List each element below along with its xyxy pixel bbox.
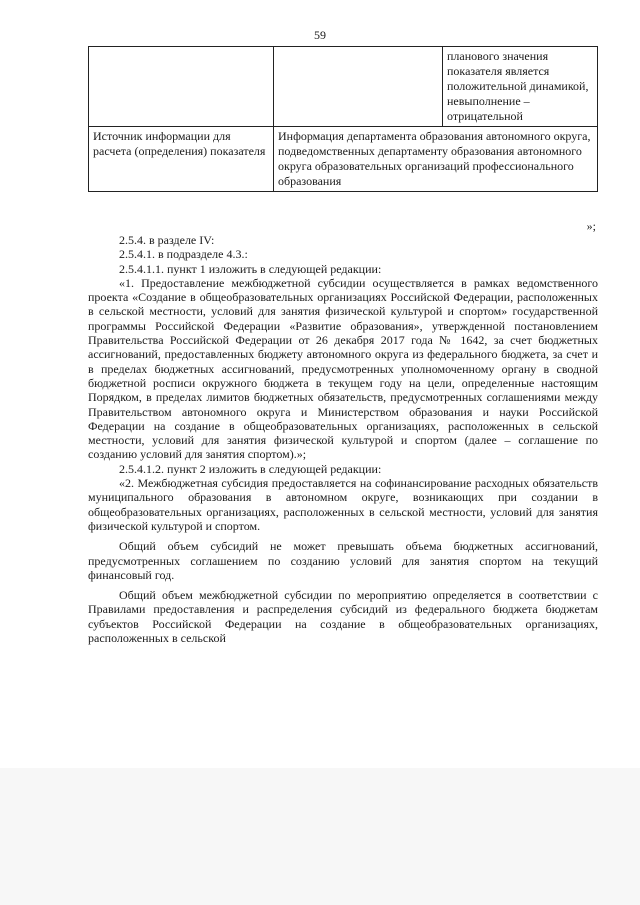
document-body [88, 233, 598, 645]
paragraph: Общий объем межбюджетной субсидии по мероприятию определяется в соответствии с Правилами предоставления и распределения субсидий из федерального бюджета бюджетам субъектов Российской Федерации на создание в общеобразовательных организациях, расположенных в сельской [88, 588, 598, 646]
info-table [88, 46, 598, 192]
paragraph: 2.5.4. в разделе IV: [119, 233, 215, 247]
table-cell-label: Источник информации для расчета (определения) показателя [89, 127, 274, 192]
paragraph: «1. Предоставление межбюджетной субсидии осуществляется в рамках ведомственного проекта «Создание в общеобразовательных организациях Российской Федерации, расположенных в сельской местности, условий для занятия физической культурой и спортом» государственной программы Российской Федерации «Развитие образования», утвержденной постановлением Правительства Российской Федерации от 26 декабря 2017 года № 1642, за счет бюджетных ассигнований, предоставленных бюджету автономного округа из федерального бюджета, за счет и в пределах бюджетных ассигнований, предусмотренных уполномоченному органу в сводной бюджетной росписи окружного бюджета в текущем году на цели, определенные настоящим Порядком, в пределах лимитов бюджетных обязательств, предусмотренных соглашениями между Правительством автономного округа и Министерством образования и науки Российской Федерации на создание в общеобразовательных организациях, расположенных в сельской местности, условий для занятия физической культурой и спортом (далее – соглашение по созданию условий для занятия спортом).»; [88, 275, 598, 462]
paragraph: 2.5.4.1.1. пункт 1 изложить в следующей редакции: [119, 261, 382, 276]
table-cell-empty [274, 47, 443, 127]
page-number: 59 [314, 28, 326, 42]
paragraph: «2. Межбюджетная субсидия предоставляется на софинансирование расходных обязательств муниципального образования в автономном округе, возникающих при создании в общеобразовательных организациях, расположенных в сельской местности, условий для занятия физической культурой и спортом. [88, 476, 598, 533]
closing-quote: »; [586, 219, 596, 233]
table-row [89, 47, 598, 127]
paragraph: 2.5.4.1. в подразделе 4.3.: [119, 247, 248, 262]
table-cell-value: Информация департамента образования автономного округа, подведомственных департаменту образования автономного округа образовательных организаций профессионального образования [274, 127, 598, 192]
table-row [89, 127, 598, 192]
paragraph: 2.5.4.1.2. пункт 2 изложить в следующей редакции: [119, 461, 382, 476]
table-cell-text: планового значения показателя является положительной динамикой, невыполнение – отрицательной [443, 47, 598, 127]
blank-area [0, 768, 640, 905]
paragraph: Общий объем субсидий не может превышать объема бюджетных ассигнований, предусмотренных соглашением по созданию условий для занятия спортом на текущий финансовый год. [88, 539, 598, 582]
table-cell-empty [89, 47, 274, 127]
